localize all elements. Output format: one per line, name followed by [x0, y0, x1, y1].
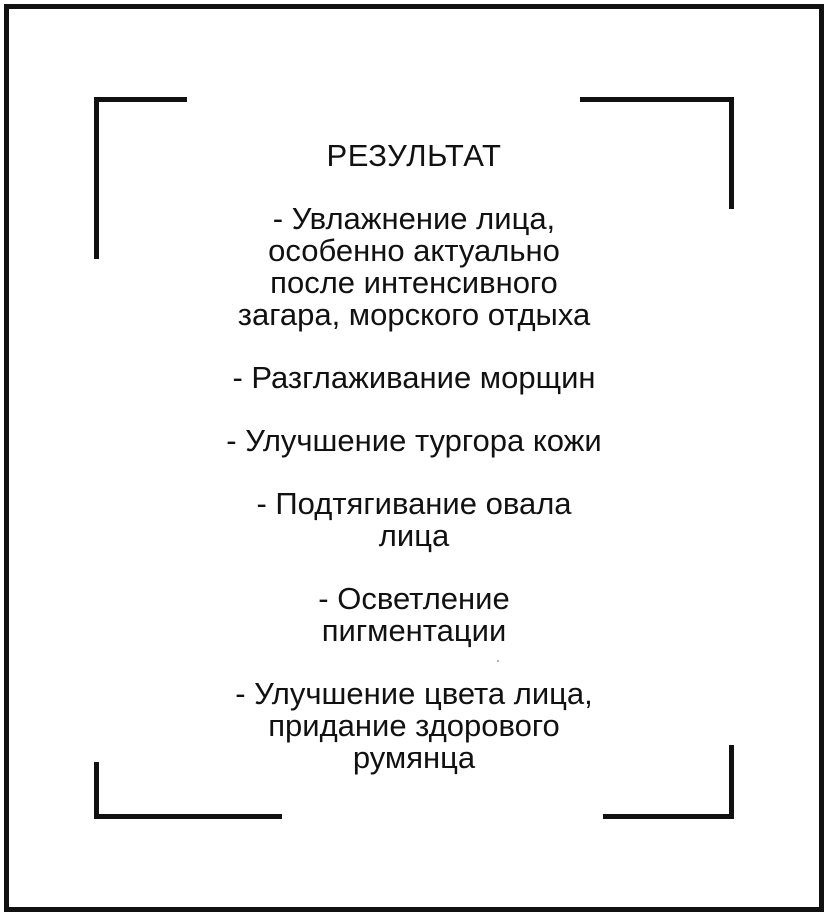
list-item-line: особенно актуально: [268, 233, 560, 268]
list-item-line: - Увлажнение лица,: [272, 201, 556, 236]
list-item-line: - Улучшение цвета лица,: [235, 676, 593, 711]
list-item-line: загара, морского отдыха: [237, 297, 591, 332]
list-item-line: пигментации: [321, 613, 507, 648]
list-item-line: после интенсивного: [270, 265, 558, 300]
list-item-line: - Улучшение тургора кожи: [226, 423, 602, 458]
list-item-line: - Разглаживание морщин: [232, 360, 596, 395]
results-list: [150, 140, 678, 774]
list-item-line: - Осветление: [318, 581, 510, 616]
list-item-oval-lifting: [150, 488, 678, 552]
list-item-line: лица: [378, 518, 450, 553]
list-item-moisturizing: [150, 203, 678, 331]
decorative-speck: [497, 660, 499, 662]
page-title: РЕЗУЛЬТАТ: [326, 138, 502, 173]
list-item-line: румянца: [352, 740, 476, 775]
list-item-wrinkles: [150, 362, 678, 394]
list-item-line: - Подтягивание овала: [256, 486, 572, 521]
list-item-line: придание здорового: [268, 708, 560, 743]
list-item-complexion: [150, 678, 678, 774]
list-item-turgor: [150, 425, 678, 457]
list-item-pigmentation: [150, 583, 678, 647]
